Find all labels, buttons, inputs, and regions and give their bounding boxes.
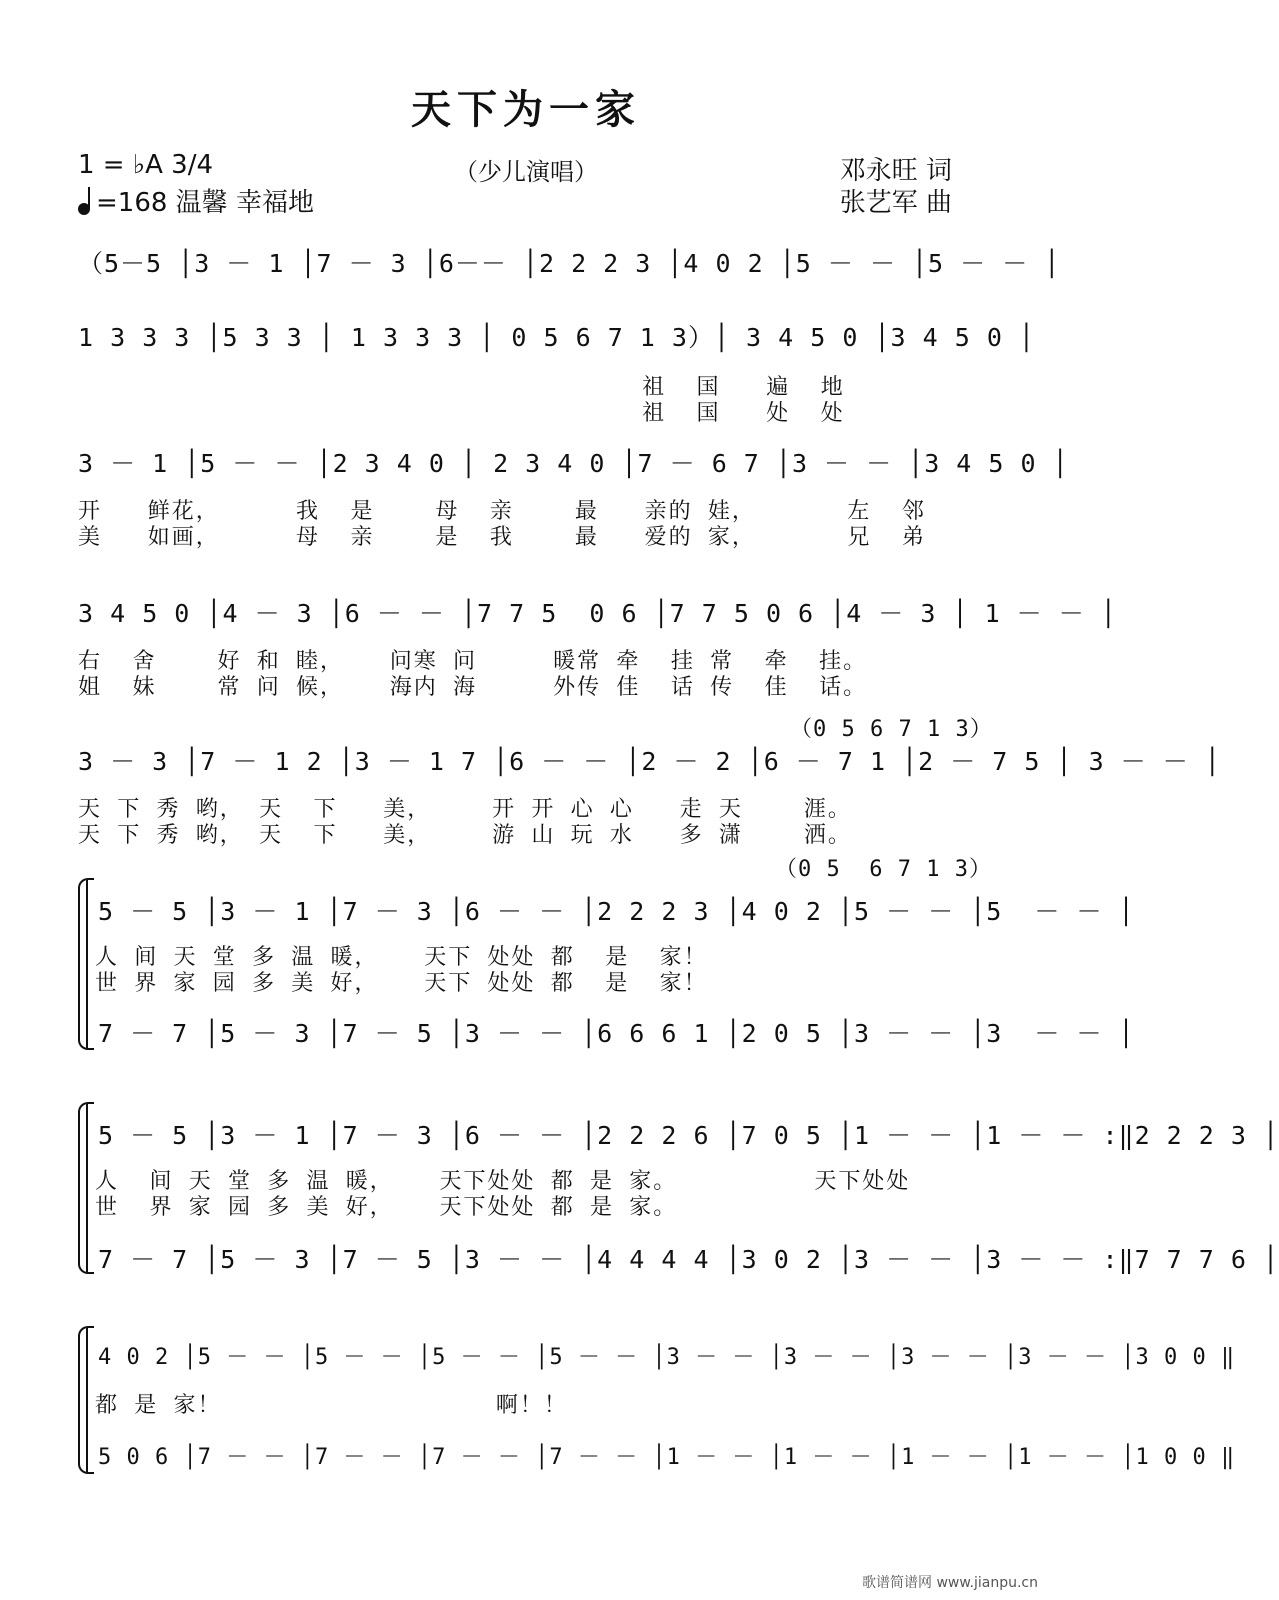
- tempo-marking: [78, 182, 314, 219]
- lyric-line: 右 舍 好 和 睦， 问寒 问 暖常 牵 挂 常 牵 挂。: [78, 649, 868, 674]
- part-brace: [78, 1102, 94, 1274]
- notation-cue: （0 5 6 7 1 3）: [775, 857, 992, 882]
- notation-line: 3 － 1 │5 － － │2 3 4 0 │ 2 3 4 0 │7 － 6 7 │3 － － │3 4 5 0 │: [78, 449, 1069, 478]
- lyric-line: 美 如画， 母 亲 是 我 最 爱的 家， 兄 弟: [78, 525, 926, 550]
- performance-note: （少儿演唱）: [454, 158, 598, 186]
- key-signature: 1 = ♭A 3/4: [78, 150, 214, 180]
- lyric-line: 世 界 家 园 多 美 好， 天下 处处 都 是 家！: [95, 971, 708, 996]
- lyric-line: 天 下 秀 哟， 天 下 美， 开 开 心 心 走 天 涯。: [78, 797, 852, 822]
- notation-line: 5 － 5 │3 － 1 │7 － 3 │6 － － │2 2 2 6 │7 0 5 │1 － － │1 － － :‖2 2 2 3 │: [98, 1121, 1279, 1150]
- lyric-line: 人 间 天 堂 多 温 暖， 天下 处处 都 是 家！: [95, 945, 708, 970]
- quarter-note-icon: [78, 203, 90, 215]
- notation-line: 3 4 5 0 │4 － 3 │6 － － │7 7 5 0 6 │7 7 5 0 6 │4 － 3 │ 1 － － │: [78, 599, 1117, 628]
- notation-line: 5 － 5 │3 － 1 │7 － 3 │6 － － │2 2 2 3 │4 0 2 │5 － － │5 － － │: [98, 897, 1135, 926]
- notation-line: 3 － 3 │7 － 1 2 │3 － 1 7 │6 － － │2 － 2 │6 － 7 1 │2 － 7 5 │ 3 － － │: [78, 747, 1221, 776]
- song-title: 天下为一家: [411, 87, 641, 133]
- tempo-text: =168 温馨 幸福地: [96, 188, 314, 218]
- notation-line: （5－5 │3 － 1 │7 － 3 │6－－ │2 2 2 3 │4 0 2 │5 － － │5 － － │: [78, 249, 1061, 278]
- lyric-line: 开 鲜花， 我 是 母 亲 最 亲的 娃， 左 邻: [78, 499, 926, 524]
- lyric-line: 祖 国 遍 地: [78, 375, 845, 400]
- lyric-line: 世 界 家 园 多 美 好， 天下处处 都 是 家。: [95, 1195, 678, 1220]
- notation-line: 4 0 2 │5 － － │5 － － │5 － － │5 － － │3 － － │3 － － │3 － － │3 － － │3 0 0 ‖: [98, 1345, 1236, 1370]
- notation-line-lower: 5 0 6 │7 － － │7 － － │7 － － │7 － － │1 － － │1 － － │1 － － │1 － － │1 0 0 ‖: [98, 1445, 1236, 1470]
- part-brace: [78, 878, 94, 1050]
- lyric-line: 祖 国 处 处: [78, 401, 845, 426]
- lyric-line: 都 是 家！ 啊！！: [95, 1393, 568, 1418]
- lyric-line: 姐 妹 常 问 候， 海内 海 外传 佳 话 传 佳 话。: [78, 675, 868, 700]
- notation-cue: （0 5 6 7 1 3）: [790, 717, 993, 742]
- notation-line-lower: 7 － 7 │5 － 3 │7 － 5 │3 － － │4 4 4 4 │3 0 2 │3 － － │3 － － :‖7 7 7 6 │: [98, 1245, 1279, 1274]
- lyric-line: 人 间 天 堂 多 温 暖， 天下处处 都 是 家。 天下处处: [95, 1169, 911, 1194]
- lyric-line: 天 下 秀 哟， 天 下 美， 游 山 玩 水 多 潇 洒。: [78, 823, 852, 848]
- composer-credit: 张艺军 曲: [839, 188, 952, 218]
- notation-line: 1 3 3 3 │5 3 3 │ 1 3 3 3 │ 0 5 6 7 1 3）│ 3 4 5 0 │3 4 5 0 │: [78, 323, 1035, 352]
- lyricist-credit: 邓永旺 词: [839, 156, 952, 186]
- part-brace: [78, 1326, 94, 1474]
- site-watermark: 歌谱简谱网 www.jianpu.cn: [862, 1575, 1038, 1591]
- notation-line-lower: 7 － 7 │5 － 3 │7 － 5 │3 － － │6 6 6 1 │2 0 5 │3 － － │3 － － │: [98, 1019, 1135, 1048]
